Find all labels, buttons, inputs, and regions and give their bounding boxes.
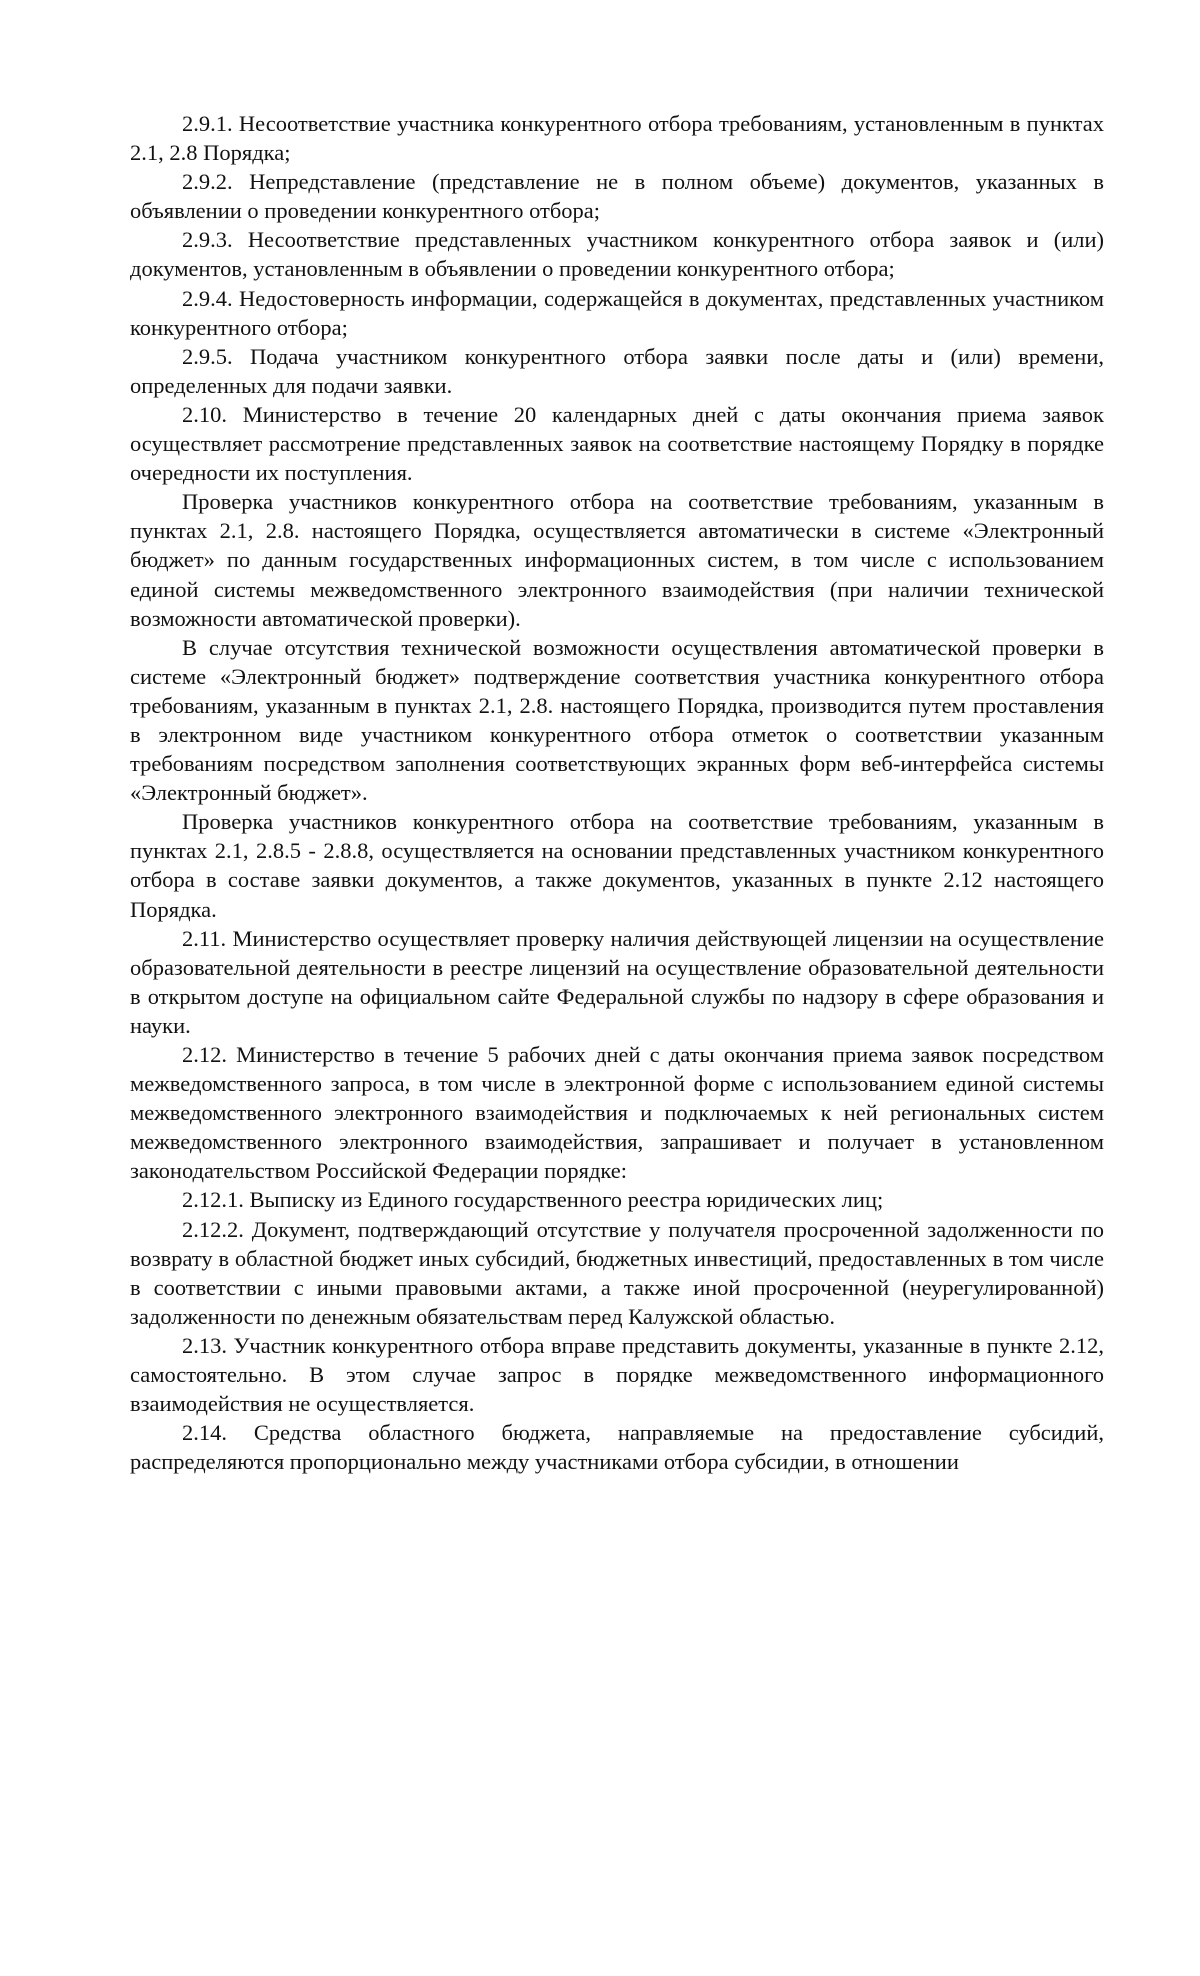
paragraph-2-12-1: 2.12.1. Выписку из Единого государственного реестра юридических лиц; xyxy=(182,1187,884,1213)
paragraph-2-12: 2.12. Министерство в течение 5 рабочих дней с даты окончания приема заявок посредством межведомственного запроса, в том числе в электронной форме с использованием единой системы межведомственного электронного взаимодействия и подключаемых к ней региональных систем межведомственного электронного взаимодействия, запрашивает и получает в установленном законодательством Российской Федерации порядке: xyxy=(130,1042,1104,1184)
paragraph-2-10-check-documents: Проверка участников конкурентного отбора на соответствие требованиям, указанным в пунктах 2.1, 2.8.5 - 2.8.8, осуществляется на основании представленных участником конкурентного отбора в составе заявки документов, а также документов, указанных в пункте 2.12 настоящего Порядка. xyxy=(130,809,1104,922)
paragraph-2-13: 2.13. Участник конкурентного отбора вправе представить документы, указанные в пункте 2.12, самостоятельно. В этом случае запрос в порядке межведомственного информационного взаимодействия не осуществляется. xyxy=(130,1332,1104,1417)
paragraph-2-9-2: 2.9.2. Непредставление (представление не в полном объеме) документов, указанных в объявлении о проведении конкурентного отбора; xyxy=(130,169,1104,224)
document-body xyxy=(130,109,1104,1476)
paragraph-2-12-2: 2.12.2. Документ, подтверждающий отсутствие у получателя просроченной задолженности по возврату в областной бюджет иных субсидий, бюджетных инвестиций, предоставленных в том числе в соответствии с иными правовыми актами, а также иной просроченной (неурегулированной) задолженности по денежным обязательствам перед Калужской областью. xyxy=(130,1216,1104,1329)
paragraph-2-10-check-auto: Проверка участников конкурентного отбора на соответствие требованиям, указанным в пунктах 2.1, 2.8. настоящего Порядка, осуществляется автоматически в системе «Электронный бюджет» по данным государственных информационных систем, в том числе с использованием единой системы межведомственного электронного взаимодействия (при наличии технической возможности автоматической проверки). xyxy=(130,489,1104,631)
paragraph-2-9-1: 2.9.1. Несоответствие участника конкурентного отбора требованиям, установленным в пунктах 2.1, 2.8 Порядка; xyxy=(130,111,1104,166)
paragraph-2-14: 2.14. Средства областного бюджета, направляемые на предоставление субсидий, распределяются пропорционально между участниками отбора субсидии, в отношении xyxy=(130,1420,1104,1475)
paragraph-2-9-3: 2.9.3. Несоответствие представленных участником конкурентного отбора заявок и (или) документов, установленным в объявлении о проведении конкурентного отбора; xyxy=(130,227,1104,282)
paragraph-2-10: 2.10. Министерство в течение 20 календарных дней с даты окончания приема заявок осуществляет рассмотрение представленных заявок на соответствие настоящему Порядку в порядке очередности их поступления. xyxy=(130,401,1104,486)
paragraph-2-11: 2.11. Министерство осуществляет проверку наличия действующей лицензии на осуществление образовательной деятельности в реестре лицензий на осуществление образовательной деятельности в открытом доступе на официальном сайте Федеральной службы по надзору в сфере образования и науки. xyxy=(130,925,1104,1038)
paragraph-2-9-5: 2.9.5. Подача участником конкурентного отбора заявки после даты и (или) времени, определенных для подачи заявки. xyxy=(130,343,1104,398)
paragraph-2-9-4: 2.9.4. Недостоверность информации, содержащейся в документах, представленных участником конкурентного отбора; xyxy=(130,285,1104,340)
paragraph-2-10-check-manual: В случае отсутствия технической возможности осуществления автоматической проверки в системе «Электронный бюджет» подтверждение соответствия участника конкурентного отбора требованиям, указанным в пунктах 2.1, 2.8. настоящего Порядка, производится путем проставления в электронном виде участником конкурентного отбора отметок о соответствии указанным требованиям посредством заполнения соответствующих экранных форм веб-интерфейса системы «Электронный бюджет». xyxy=(130,634,1104,806)
